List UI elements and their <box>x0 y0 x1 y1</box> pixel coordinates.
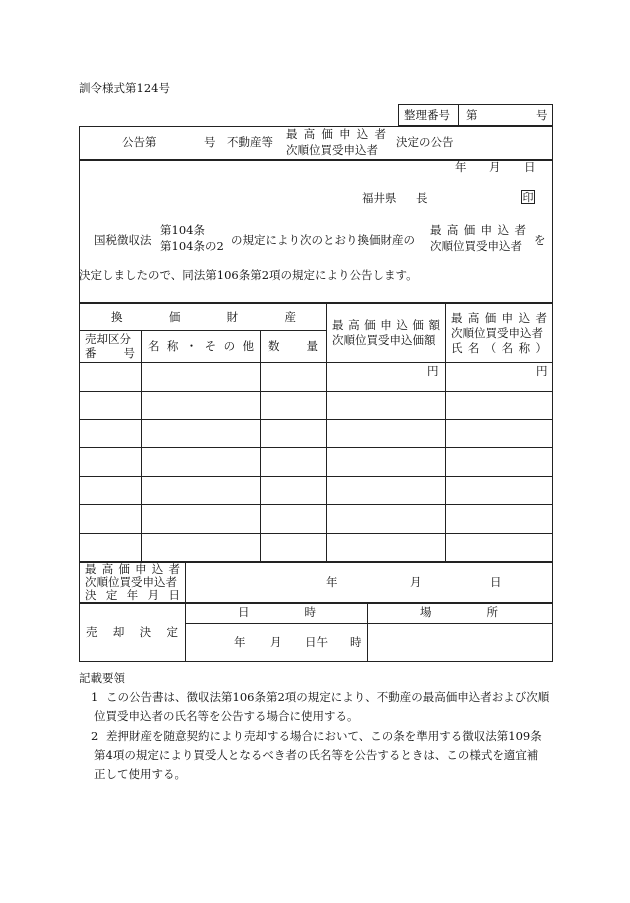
sale-day-ampm: 日午 <box>305 635 328 649</box>
note-1-line1: この公告書は、徴収法第106条第2項の規定により、不動産の最高価申込者および次順 <box>106 690 550 704</box>
decision-month: 月 <box>410 575 422 589</box>
form-code: 訓令様式第124号 <box>79 81 170 95</box>
decision-label-line3: 決 定 年 月 日 <box>85 588 180 602</box>
body-article2: 第104条の2 <box>160 239 224 253</box>
col-person-line3: 氏 名 （ 名 称 ） <box>451 341 547 355</box>
col-name: 名 称 ・ そ の 他 <box>148 339 254 353</box>
title-bidder-line2: 次順位買受申込者 <box>286 143 378 157</box>
sale-place-header: 場 所 <box>420 605 498 619</box>
issuer-org: 福井県 <box>362 191 397 205</box>
sale-label: 売 却 決 定 <box>86 625 178 639</box>
seiri-label: 整理番号 <box>404 108 450 122</box>
unit-yen-price: 円 <box>427 364 439 378</box>
note-2-line3: 正して使用する。 <box>94 767 186 781</box>
decision-year: 年 <box>326 575 338 589</box>
title-number-suffix: 号 <box>204 135 216 149</box>
seiri-prefix: 第 <box>466 108 478 122</box>
body-article1: 第104条 <box>160 223 205 237</box>
date-day: 日 <box>524 160 536 174</box>
col-price-line1: 最 高 価 申 込 価 額 <box>332 318 440 332</box>
date-year: 年 <box>455 160 467 174</box>
note-2-line2: 第4項の規定により買受人となるべき者の氏名等を公告するときは、この様式を適宜補 <box>94 748 539 762</box>
decision-day: 日 <box>490 575 502 589</box>
body-bidder-line2: 次順位買受申込者 <box>430 239 522 253</box>
issuer-title: 長 <box>416 191 428 205</box>
body-bidder-line1: 最 高 価 申 込 者 <box>430 223 526 237</box>
body-law: 国税徴収法 <box>94 233 152 247</box>
body-middle: の規定により次のとおり換価財産の <box>231 233 415 247</box>
col-person-line1: 最 高 価 申 込 者 <box>451 311 547 325</box>
title-bidder-line1: 最 高 価 申 込 者 <box>286 127 386 141</box>
note-1-num: 1 <box>91 690 99 704</box>
body-line2: 決定しましたので、同法第106条第2項の規定により公告します。 <box>79 268 418 282</box>
decision-label-line1: 最 高 価 申 込 者 <box>85 562 180 576</box>
note-1-line2: 位買受申込者の氏名等を公告する場合に使用する。 <box>94 709 359 723</box>
col-kubun-line2: 番 号 <box>85 346 135 360</box>
title-prefix: 公告第 <box>122 135 157 149</box>
col-kubun-line1: 売却区分 <box>85 332 131 346</box>
seal-mark: 印 <box>522 191 534 204</box>
col-quantity: 数 量 <box>268 339 318 353</box>
note-2-line1: 差押財産を随意契約により売却する場合において、この条を準用する徴収法第109条 <box>106 729 542 743</box>
group-header: 換 価 財 産 <box>111 310 296 324</box>
note-2-num: 2 <box>91 729 99 743</box>
sale-datetime-header: 日 時 <box>238 605 316 619</box>
body-particle: を <box>534 233 546 247</box>
sale-hour: 時 <box>350 635 362 649</box>
col-price-line2: 次順位買受申込価額 <box>332 333 436 347</box>
title-category: 不動産等 <box>227 135 273 149</box>
title-tail: 決定の公告 <box>396 135 454 149</box>
seiri-suffix: 号 <box>536 108 548 122</box>
notes-heading: 記載要領 <box>79 671 125 685</box>
date-month: 月 <box>489 160 501 174</box>
sale-month: 月 <box>270 635 282 649</box>
sale-year: 年 <box>234 635 246 649</box>
col-person-line2: 次順位買受申込者 <box>451 326 543 340</box>
unit-yen-person: 円 <box>536 364 548 378</box>
decision-label-line2: 次順位買受申込者 <box>85 575 177 589</box>
